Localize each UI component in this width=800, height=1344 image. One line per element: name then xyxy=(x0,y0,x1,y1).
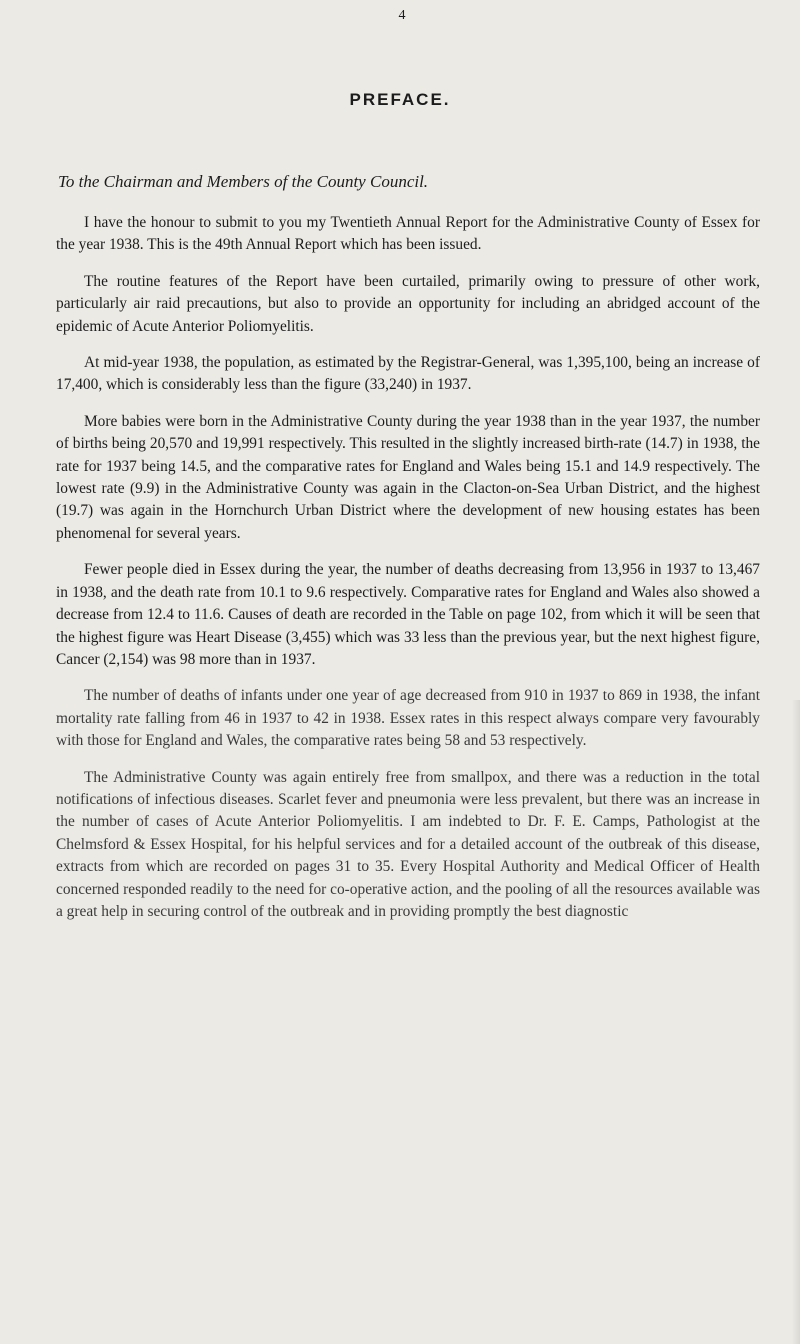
paragraph: The number of deaths of infants under one year of age decreased from 910 in 1937 to 869 in 1938, the infant mortality rate falling from 46 in 1937 to 42 in 1938. Essex rates in this respect always compare very favourably with those for England and Wales, the comparative rates being 58 and 53 respectively. xyxy=(56,687,760,750)
page-edge-shadow xyxy=(792,700,800,1344)
paragraph: I have the honour to submit to you my Twentieth Annual Report for the Administrative County of Essex for the year 1938. This is the 49th Annual Report which has been issued. xyxy=(56,214,760,254)
paragraph: The routine features of the Report have been curtailed, primarily owing to pressure of other work, particularly air raid precautions, but also to provide an opportunity for including an abridged account of the epidemic of Acute Anterior Poliomyelitis. xyxy=(56,272,760,335)
salutation: To the Chairman and Members of the County Council. xyxy=(58,172,429,191)
paragraph: Fewer people died in Essex during the year, the number of deaths decreasing from 13,956 in 1937 to 13,467 in 1938, and the death rate from 10.1 to 9.6 respectively. Comparative rates for England and Wales also showed a decrease from 12.4 to 11.6. Causes of death are recorded in the Table on page 102, from which it will be seen that the highest figure was Heart Disease (3,455) which was 33 less than the previous year, but the next highest figure, Cancer (2,154) was 98 more than in 1937. xyxy=(56,561,760,668)
paragraph: At mid-year 1938, the population, as estimated by the Registrar-General, was 1,395,100, being an increase of 17,400, which is considerably less than the figure (33,240) in 1937. xyxy=(56,354,760,394)
paragraph: More babies were born in the Administrative County during the year 1938 than in the year 1937, the number of births being 20,570 and 19,991 respectively. This resulted in the slightly increased birth-rate (14.7) in 1938, the rate for 1937 being 14.5, and the comparative rates for England and Wales being 15.1 and 14.9 respectively. The lowest rate (9.9) in the Administrative County was again in the Clacton-on-Sea Urban District, and the highest (19.7) was again in the Hornchurch Urban District where the development of new housing estates has been phenomenal for several years. xyxy=(56,412,760,542)
body-text xyxy=(56,212,760,937)
page-title: PREFACE. xyxy=(349,90,451,109)
paragraph: The Administrative County was again entirely free from smallpox, and there was a reduction in the total notifications of infectious diseases. Scarlet fever and pneumonia were less prevalent, but there was an increase in the number of cases of Acute Anterior Poliomyelitis. I am indebted to Dr. F. E. Camps, Pathologist at the Chelmsford & Essex Hospital, for his helpful services and for a detailed account of the outbreak of this disease, extracts from which are recorded on pages 31 to 35. Every Hospital Authority and Medical Officer of Health concerned responded readily to the need for co-operative action, and the pooling of all the resources available was a great help in securing control of the outbreak and in providing promptly the best diagnostic xyxy=(56,768,760,920)
page-number: 4 xyxy=(398,8,406,23)
